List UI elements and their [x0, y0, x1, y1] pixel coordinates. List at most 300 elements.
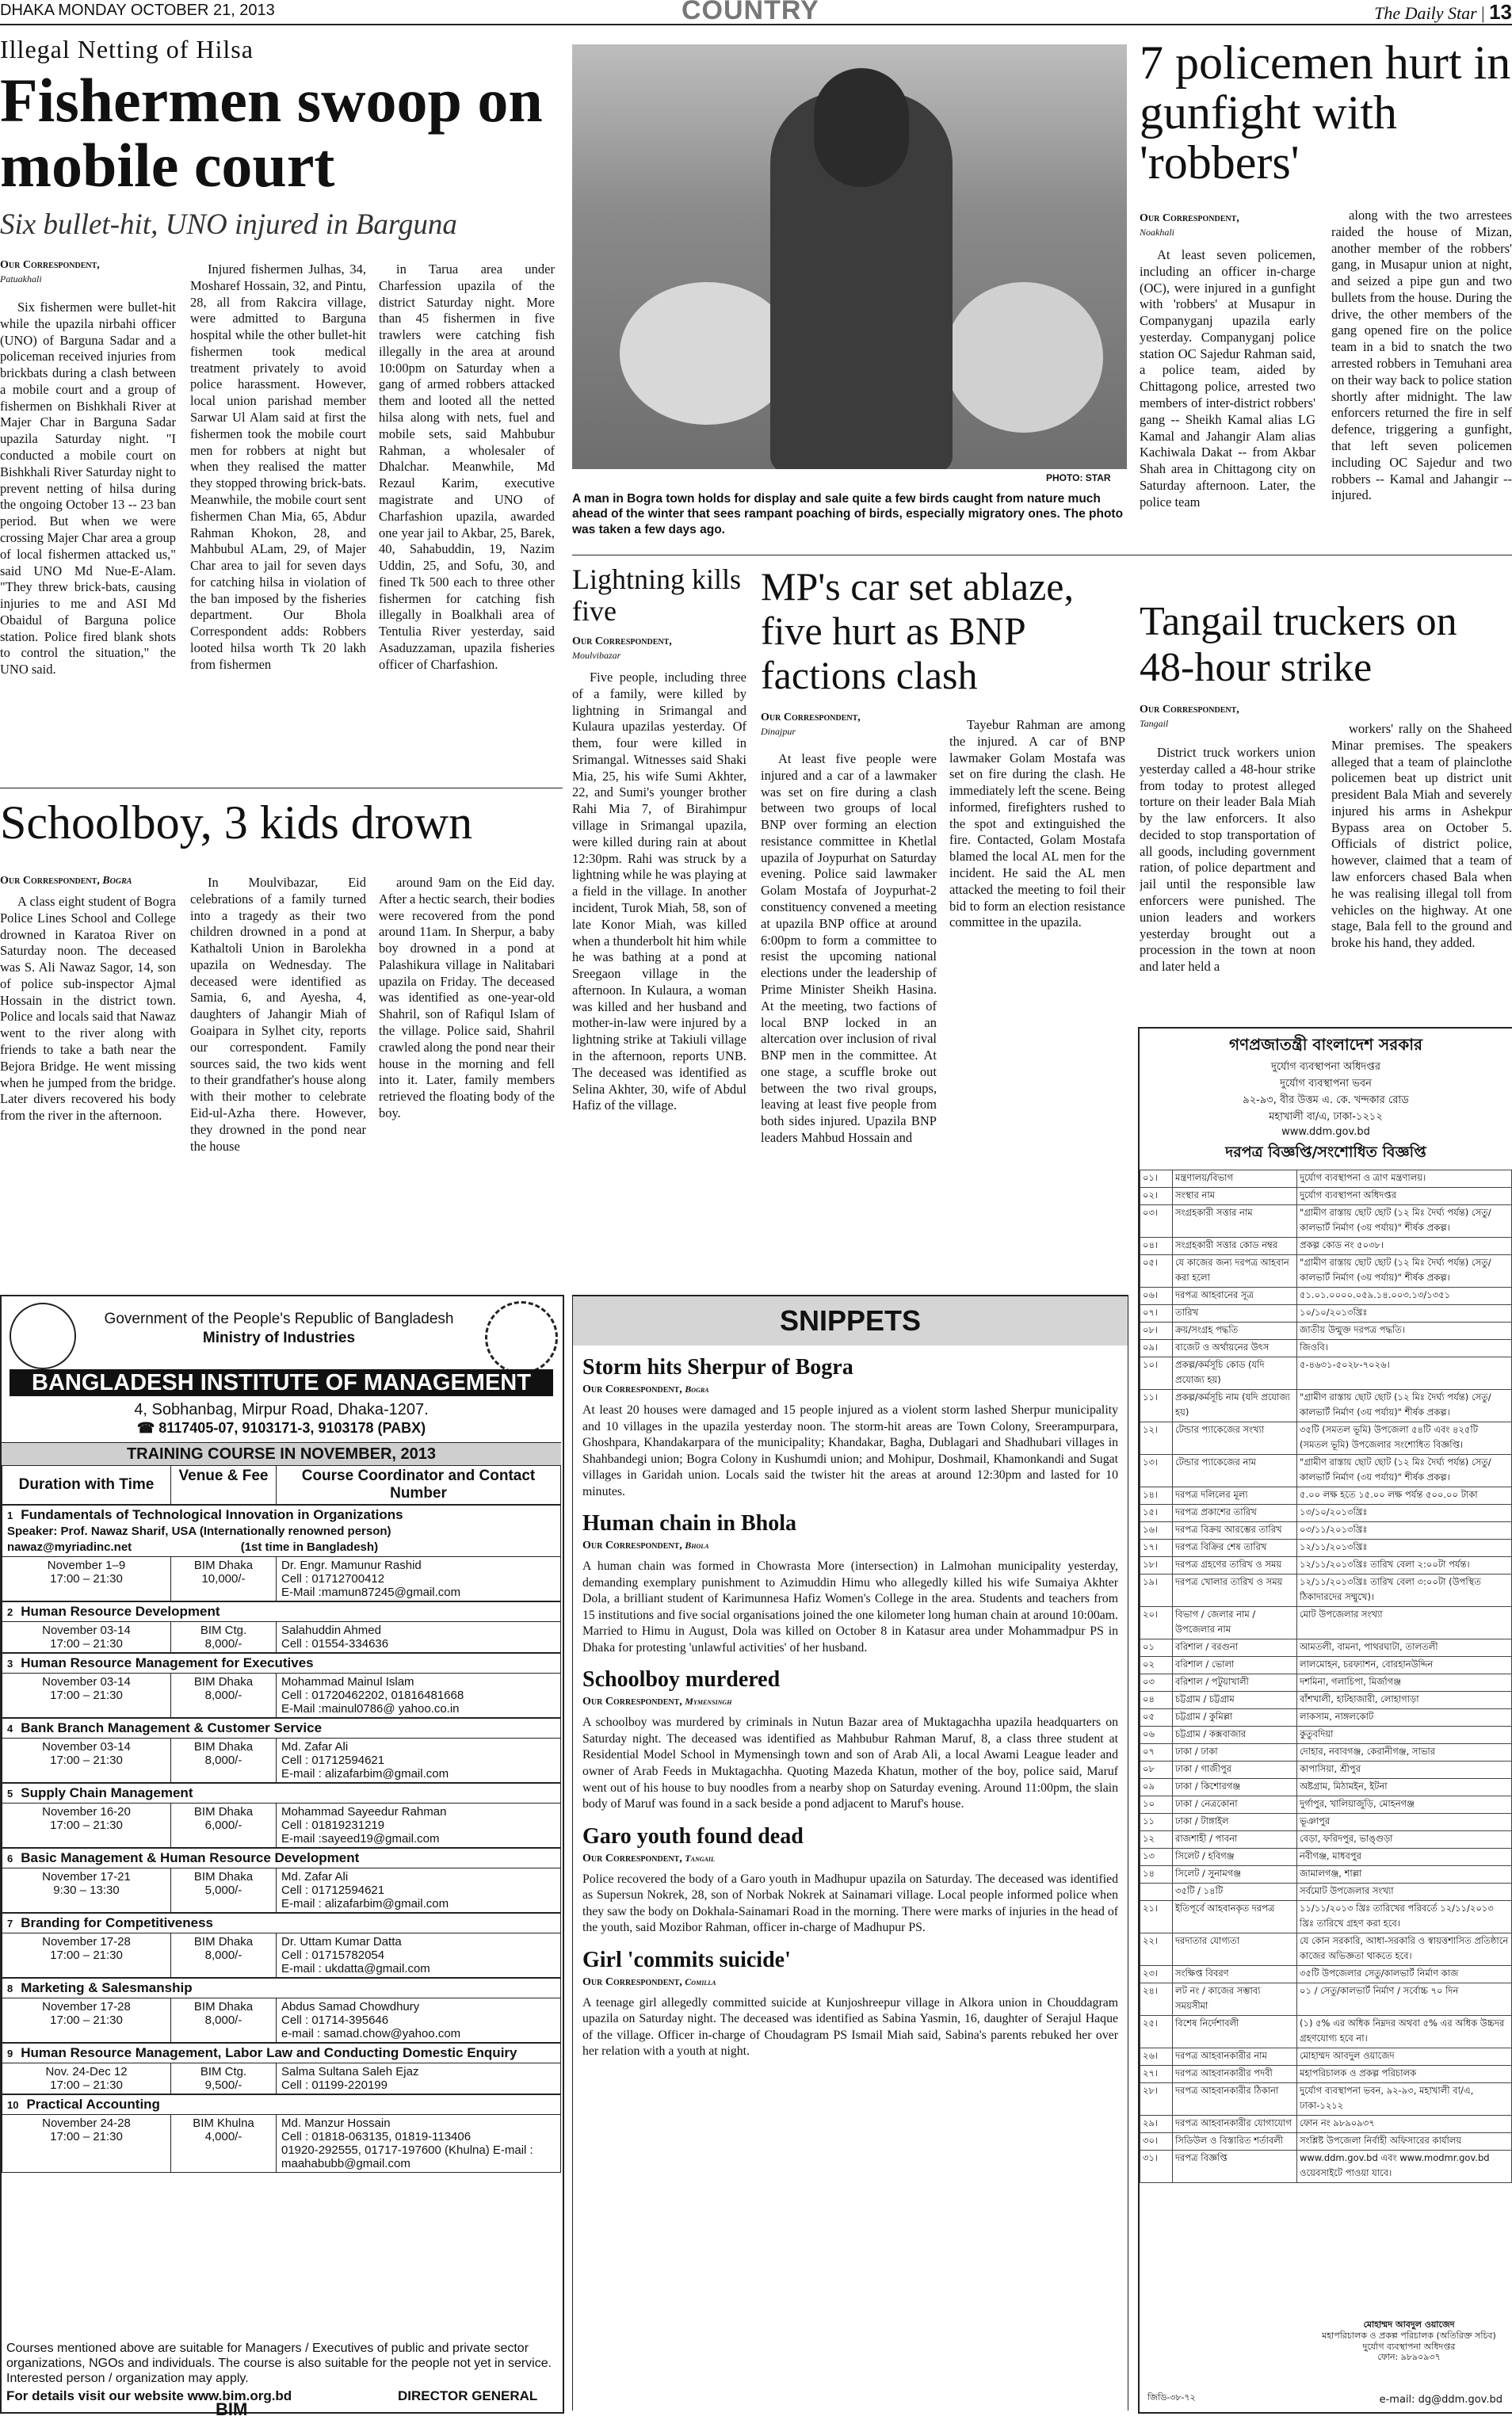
bim-address: 4, Sobhanbag, Mirpur Road, Dhaka-1207.: [134, 1401, 429, 1418]
course-date: November 03-14: [42, 1624, 131, 1637]
tangail-col-1: District truck workers union yesterday called a 48-hour strike from today to protest alleged torture on their leader Bala Miah by the law enforcers. It also decided to stop transportation of all goods, including government ration, of police department and jail until the responsible law enforcers were punished. The union leaders and workers yesterday brought out a procession in the town at noon and later held a: [1140, 745, 1315, 975]
course-time: 17:00 – 21:30: [50, 1689, 123, 1702]
man-head: [814, 68, 909, 187]
tender-row-value: জিওবি।: [1297, 1340, 1512, 1357]
tender-row-value: জামালগঞ্জ, শাল্লা: [1297, 1866, 1512, 1884]
tender-row-value: ভূঞাপুর: [1297, 1814, 1512, 1831]
course-title: Human Resource Management for Executives: [21, 1655, 314, 1670]
course-date: November 03-14: [42, 1675, 131, 1689]
bim-course: [2, 1653, 561, 1718]
tender-row-value: মোট উপজেলার সংখ্যা: [1297, 1607, 1512, 1639]
course-speaker: Speaker: Prof. Nawaz Sharif, USA (Internationally renowned person): [7, 1525, 391, 1538]
bim-course: [2, 1783, 561, 1848]
course-venue: BIM Dhaka: [193, 1935, 254, 1949]
bim-course-table: [2, 1465, 561, 1505]
tender-row-label: টেন্ডার প্যাকেজের সংখ্যা: [1173, 1422, 1297, 1455]
snippet-item: [582, 1511, 1118, 1656]
snippet-byline: Our Correspondent, Bogra: [582, 1384, 709, 1395]
course-fee: 6,000/-: [204, 1819, 242, 1832]
tender-row: [1140, 2048, 1512, 2066]
tender-row-value: লাকসাম, নাঙ্গলকোট: [1297, 1709, 1512, 1727]
coordinator-email[interactable]: E-mail : alizafarbim@gmail.com: [281, 1897, 449, 1910]
tender-row: [1140, 1639, 1512, 1657]
coordinator-name: Dr. Uttam Kumar Datta: [281, 1935, 402, 1949]
bim-banner: TRAINING COURSE IN NOVEMBER, 2013: [2, 1442, 561, 1466]
tender-row-num: ১৮।: [1140, 1557, 1173, 1575]
tender-row: [1140, 1607, 1512, 1639]
tender-row-label: সিলেট / হবিগঞ্জ: [1173, 1849, 1297, 1866]
hilsa-col-3: in Tarua area under Charfession upazila of the district Saturday night. More than 45 fishermen in five trawlers were catching fish illegally in the area at around 10:00pm on Saturday when a gang of armed robbers attacked them and looted all the netted hilsa along with nets, fuel and mobile sets, said Mahbubur Rahman, a wholesaler of Dhalchar. Meanwhile, Md Rezaul Karim, executive magistrate and UNO of Charfashion upazila, awarded one year jail to Akbar, 25, Barek, 40, Sahabuddin, 19, Nazim Uddin, 25, and Sofu, 30, and fined Tk 500 each to three other fishermen for catching fish illegally in Boalkhali area of Tentulia River yesterday, said Asaduzzaman, upazila fisheries officer of Charfashion.: [379, 261, 555, 672]
course-venue: BIM Dhaka: [193, 1870, 254, 1884]
tender-row: [1140, 2016, 1512, 2048]
snippet-body: At least 20 houses were damaged and 15 people injured as a violent storm lashed Sherpur municipality and 10 villages in the upazila yesterday noon. The storm-hit areas are Town Colony, Sreerampurpara, Ghoshpara, Khandakarpara of the municipality; Khandakar, Bagha, Dublagari and Shadhubari villages in Shahbandegi union; Bogra Colony in Kushumdi union; and Mohipur, Doshmail, Khamonkandi and Sugat villages in Garidah union. Locals said the twister hit the areas at around 12:30pm and lasted for 10 minutes.: [582, 1403, 1118, 1498]
snippet-place: Comilla: [685, 1975, 716, 1987]
snippet-place: Mymensingh: [685, 1696, 732, 1708]
course-time: 17:00 – 21:30: [50, 1949, 123, 1962]
tender-row: [1140, 1323, 1512, 1340]
schoolboy-col-2: In Moulvibazar, Eid celebrations of a family turned into a tragedy as their two children drowned in a pond at Kathaltoli Union in Barolekha upazila on Wednesday. The deceased were identified as Samia, 6, and Ayesha, 4, daughters of Jahangir Miah of Goaipara in Sylhet city, reports our correspondent. Family sources said, the two kids went to their grandfather's house along with their mother to celebrate Eid-ul-Azha there. However, they drowned in the pond near the house: [190, 875, 366, 1154]
coordinator-name: Mohammad Mainul Islam: [281, 1675, 414, 1689]
bim-note: Courses mentioned above are suitable for Managers / Executives of public and private sector organizations, NGOs and individuals. The course is also suitable for the people not yet in service. Interested person / organization may apply.: [6, 2342, 552, 2386]
gov-signer-office: দুর্যোগ ব্যবস্থাপনা অধিদপ্তর: [1362, 2341, 1456, 2352]
tender-row-num: ৩০।: [1140, 2133, 1173, 2151]
gov-line-3: ৯২-৯৩, বীর উত্তম এ. কে. খন্দকার রোড: [1243, 1094, 1409, 1106]
course-date: November 24-28: [42, 2117, 131, 2130]
course-number: 8: [7, 1983, 13, 1994]
tender-row: [1140, 1170, 1512, 1188]
gov-title: গণপ্রজাতন্ত্রী বাংলাদেশ সরকার: [1229, 1035, 1422, 1054]
tender-row-num: ১০।: [1140, 1357, 1173, 1390]
bim-col-coordinator: Course Coordinator and Contact Number: [277, 1466, 561, 1505]
snippet-headline[interactable]: Girl 'commits suicide': [582, 1947, 791, 1972]
course-fee: 4,000/-: [204, 2130, 242, 2143]
coordinator-cell: Cell : 01199-220199: [281, 2078, 388, 2092]
tender-row-label: দরদাতার যোগ্যতা: [1173, 1933, 1297, 1966]
police-col-2: along with the two arrestees raided the house of Mizan, another member of the robbers' gang, in Musapur union at night, and seized a pipe gun and two bullets from the house. During the drive, the other members of the gang opened fire on the police team in a bid to snatch the two arrested robbers in Temuhani area on their way back to police station shortly after midnight. The law enforcers returned the fire in self defence, triggering a gunfight, that left seven policemen including OC Sajedur and two robbers -- Kamal and Jahangir -- injured.: [1331, 208, 1512, 503]
tender-row-value: ১২/১১/২০১৩খ্রিঃ তারিখ বেলা ৩:০০টা (উপস্থিত ঠিকাদারদের সম্মুখে)।: [1297, 1575, 1512, 1607]
tender-row-num: ২১।: [1140, 1901, 1173, 1933]
tender-row: [1140, 1540, 1512, 1557]
tender-row-num: ০৪।: [1140, 1238, 1173, 1255]
snippet-body: A schoolboy was murdered by criminals in Nutun Bazar area of Muktagachha upazila headquarters on Saturday night. The deceased was identified as Mahbubur Rahman Maruf, 8, a class three student at Residential Model School in Mymensingh town and son of Arab Ali, a local Awami League leader and owner of Arab Feeds in Muktagachha. Quoting Mazeda Khatun, mother of the boy, police said, Maruf went out of his house to buy noodles from a nearby shop on Saturday evening. Around 11:00pm, the slain body of Maruf was found in a sack beside a pond adjacent to Maruf's house.: [582, 1716, 1118, 1811]
tangail-col-2: workers' rally on the Shaheed Minar premises. The speakers alleged that a team of plainclothe policemen beat up district unit president Bala Miah and severely injured his arms in Ashekpur Bypass area on October 5. Officials of district police, however, claimed that a team of law enforcers chased Bala when he was realising illegal toll from vehicles on the highway. At one stage, Bala fell to the ground and broke his hand, they added.: [1331, 721, 1512, 951]
coordinator-email[interactable]: E-mail : ukdatta@gmail.com: [281, 1962, 430, 1975]
coordinator-cell: Cell : 01712594621: [281, 1754, 385, 1767]
tender-row-value: ১৩/১০/২০১৩খ্রিঃ: [1297, 1505, 1512, 1522]
tender-row: [1140, 1522, 1512, 1540]
tender-row-value: জাতীয় উন্মুক্ত দরপত্র পদ্ধতি।: [1297, 1323, 1512, 1340]
course-venue: BIM Ctg.: [200, 2065, 247, 2078]
course-fee: 9,500/-: [204, 2078, 242, 2092]
tender-row-value: দুর্গাপুর, খালিয়াজুড়ি, মোহনগঞ্জ: [1297, 1796, 1512, 1814]
tender-row-value: দুর্যোগ ব্যবস্থাপনা ও ত্রাণ মন্ত্রণালয়।: [1297, 1170, 1512, 1188]
tender-row-value: ৩৫টি উপজেলার সেতু/কালভার্ট নির্মাণ কাজ: [1297, 1966, 1512, 1983]
tender-row-value: বেড়া, ফরিদপুর, ভাঙ্গুড়া: [1297, 1831, 1512, 1849]
tender-row: [1140, 1505, 1512, 1522]
lightning-headline[interactable]: Lightning kills five: [572, 563, 742, 627]
course-fee: 8,000/-: [204, 1637, 242, 1651]
tender-row-label: বরিশাল / পটুয়াখালী: [1173, 1674, 1297, 1692]
tender-row-value: ১২/১১/২০১৩খ্রিঃ: [1297, 1540, 1512, 1557]
tender-row: [1140, 2151, 1512, 2183]
course-title: Human Resource Management, Labor Law and Conducting Domestic Enquiry: [21, 2045, 517, 2060]
tender-row-num: ০২: [1140, 1657, 1173, 1674]
tender-row-value: নবীগঞ্জ, মাধবপুর: [1297, 1849, 1512, 1866]
gov-heading: দরপত্র বিজ্ঞপ্তি/সংশোধিত বিজ্ঞপ্তি: [1225, 1143, 1426, 1161]
coordinator-cell: Cell : 01554-334636: [281, 1637, 389, 1651]
tender-row-label: দরপত্র আহবানের সূত্র: [1173, 1288, 1297, 1305]
tender-row-label: যে কাজের জন্য দরপত্র আহবান করা হলো: [1173, 1255, 1297, 1288]
tender-row-num: ০৮।: [1140, 1323, 1173, 1340]
hilsa-byline: Our Correspondent,: [0, 259, 100, 271]
lightning-place: Moulvibazar: [572, 650, 621, 661]
snippet-body: A teenage girl allegedly committed suicide at Kunjoshreepur village in Alkora union in Chouddagram upazila on Saturday night. The deceased was identified as Sabina Yasmin, 16, daughter of Serajul Haque of the village. Officer in-charge of Choudagram PS Ismail Miah said, Sabina's parents rebuked her over her relation with a youth at night.: [582, 1995, 1118, 2059]
tender-row-label: দরপত্র আহবানকারীর ঠিকানা: [1173, 2083, 1297, 2116]
hilsa-kicker: Illegal Netting of Hilsa: [0, 35, 254, 63]
gov-line-4: মহাখালী বা/এ, ঢাকা-১২১২: [1269, 1111, 1383, 1123]
tender-row-num: ০৩।: [1140, 1205, 1173, 1238]
tender-row: [1140, 1831, 1512, 1849]
tender-row-label: রাজশাহী / পাবনা: [1173, 1831, 1297, 1849]
tender-row: [1140, 1390, 1512, 1422]
tender-row: [1140, 1966, 1512, 1983]
mp-place: Dinajpur: [761, 726, 796, 737]
bim-advertisement: [0, 1295, 564, 2419]
hilsa-col-1: Six fishermen were bullet-hit while the upazila nirbahi officer (UNO) of Barguna Sadar and a policeman received injuries from brickbats during a clash between a mobile court and a group of fishermen on Bishkhali River at Majer Char in Barguna Sadar upazila Saturday night. "I conducted a mobile court on Bishkhali River Saturday night to prevent netting of hilsa during the ongoing October 13 -- 23 ban period. But when we were crossing Majer Char area a group of local fishermen attacked us," said UNO Md Nue-E-Alam. "They threw brick-bats, causing injuries to me and ASI Md Obaidul of Barguna police station. Police fired blank shots to control the situation," the UNO said.: [0, 300, 176, 678]
tender-row: [1140, 1796, 1512, 1814]
course-time: 17:00 – 21:30: [50, 2130, 123, 2143]
tender-row: [1140, 2116, 1512, 2133]
tender-row: [1140, 1814, 1512, 1831]
course-fee: 8,000/-: [204, 1689, 242, 1702]
course-number: 4: [7, 1723, 13, 1735]
tender-row-num: ৩১।: [1140, 2151, 1173, 2183]
snippet-body: A human chain was formed in Chowrasta More (intersection) in Lalmohan municipality yesterday, demanding exemplary punishment to Azimuddin Himu who allegedly killed his wife Sumaiya Akhter Dola, a brilliant student of Karimunnesa Hafiz Women's College in the area. Students and teachers from 15 institutions and five social organisations joined the one kilometer long human chain at around 10:00am. Married to Himu in August, Dola was killed on October 8 in Katasur area under Mohammadpur PS in Dhaka for protesting 'unlawful activities' of her husband.: [582, 1559, 1118, 1655]
tender-row-label: ক্রয়/সংগ্রহ পদ্ধতি: [1173, 1323, 1297, 1340]
tender-row-value: ০১ / সেতু/কালভার্ট নির্মাণ / সর্বোচ্চ ৭০ দিন: [1297, 1983, 1512, 2016]
birds-right: [945, 282, 1103, 433]
course-fee: 5,000/-: [204, 1884, 242, 1897]
tender-row-label: ঢাকা / ঢাকা: [1173, 1744, 1297, 1762]
coordinator-name: Salma Sultana Saleh Ejaz: [281, 2065, 419, 2078]
tender-row: [1140, 2133, 1512, 2151]
snippet-headline[interactable]: Storm hits Sherpur of Bogra: [582, 1355, 853, 1380]
course-date: November 16-20: [42, 1805, 131, 1819]
bim-course-list: [2, 1505, 561, 2173]
bim-visit[interactable]: For details visit our website www.bim.org.bd: [6, 2388, 292, 2403]
tender-row-label: তারিখ: [1173, 1305, 1297, 1323]
tender-row-num: [1140, 1884, 1173, 1901]
tender-row-label: ঢাকা / গাজীপুর: [1173, 1762, 1297, 1779]
bim-director: DIRECTOR GENERAL: [398, 2388, 538, 2403]
snippet-byline: Our Correspondent, Comilla: [582, 1975, 716, 1988]
tender-row-value: "গ্রামীণ রাস্তায় ছোট ছোট (১২ মিঃ দৈর্ঘ্য পর্যন্ত) সেতু/কালভার্ট নির্মাণ (৩য় পর্যায়)" শীর্ষক প্রকল্প।: [1297, 1455, 1512, 1487]
tender-row: [1140, 1357, 1512, 1390]
tender-row-label: দরপত্র আহবানকারীর পদবী: [1173, 2066, 1297, 2083]
snippet-item: [582, 1355, 1118, 1500]
course-number: 6: [7, 1853, 13, 1865]
bim-course: [2, 1505, 561, 1601]
tangail-headline[interactable]: Tangail truckers on 48-hour strike: [1140, 599, 1457, 691]
tender-row-num: ২৩।: [1140, 1966, 1173, 1983]
tender-row: [1140, 1849, 1512, 1866]
course-fee: 8,000/-: [204, 1949, 242, 1962]
snippet-headline[interactable]: Human chain in Bhola: [582, 1511, 796, 1536]
tender-row-num: ২৭।: [1140, 2066, 1173, 2083]
tender-row-num: ১৪: [1140, 1866, 1173, 1884]
tender-row-label: সংগ্রহকারী সত্তার নাম: [1173, 1205, 1297, 1238]
tender-row-num: ০২।: [1140, 1188, 1173, 1205]
tender-row-label: লট নং / কাজের সম্ভাব্য সময়সীমা: [1173, 1983, 1297, 2016]
course-fee: 10,000/-: [201, 1572, 246, 1586]
paper-name: The Daily Star: [1374, 3, 1477, 23]
tender-row: [1140, 1288, 1512, 1305]
tender-row-num: ১৪।: [1140, 1487, 1173, 1505]
coordinator-cell: Cell : 01819231219: [281, 1819, 385, 1832]
tender-row-value: দশমিনা, গলাচিপা, মির্জাগঞ্জ: [1297, 1674, 1512, 1692]
bim-course: [2, 2043, 561, 2094]
gov-signer: মোহাম্মদ আবদুল ওয়াজেদ: [1363, 2319, 1455, 2330]
course-number: 10: [7, 2099, 19, 2111]
tender-row-label: বিশেষ নির্দেশাবলী: [1173, 2016, 1297, 2048]
snippets-panel: [572, 1295, 1128, 2410]
tender-row-value: ৫১.০১.০০০০.০৫৯.১৪.০০৩.১৩/১৩৫১: [1297, 1288, 1512, 1305]
tender-row-num: ১২।: [1140, 1422, 1173, 1455]
tender-row-num: ২৪।: [1140, 1983, 1173, 2016]
coordinator-cell: Cell : 01712700412: [281, 1572, 385, 1586]
course-title: Practical Accounting: [26, 2097, 160, 2112]
snippets-title: SNIPPETS: [779, 1304, 922, 1337]
tender-row-value: কাপাসিয়া, শ্রীপুর: [1297, 1762, 1512, 1779]
coordinator-cell: Cell : 01720462202, 01816481668: [281, 1689, 464, 1702]
gov-line-2: দুর্যোগ ব্যবস্থাপনা ভবন: [1280, 1078, 1372, 1090]
tender-row-num: ১১: [1140, 1814, 1173, 1831]
tangail-place: Tangail: [1140, 718, 1169, 729]
course-number: 7: [7, 1918, 13, 1930]
coordinator-email[interactable]: 01920-292555, 01717-197600 (Khulna) E-mail : maahabubb@gmail.com: [281, 2143, 533, 2170]
tender-row-value: প্রকল্প কোড নং ৫০৩৮।: [1297, 1238, 1512, 1255]
tender-row-label: প্রকল্প/কর্মসূচি কোড (যদি প্রযোজ্য হয়): [1173, 1357, 1297, 1390]
tender-row-num: ২০।: [1140, 1607, 1173, 1639]
tender-row-value: সর্বমোট উপজেলার সংখ্যা: [1297, 1884, 1512, 1901]
police-headline[interactable]: 7 policemen hurt in gunfight with 'robbers': [1140, 36, 1511, 189]
tender-row: [1140, 1901, 1512, 1933]
snippet-headline[interactable]: Schoolboy murdered: [582, 1667, 781, 1693]
bim-col-duration: Duration with Time: [2, 1466, 171, 1505]
page-header: [0, 0, 1512, 25]
tender-row-num: ১৩: [1140, 1849, 1173, 1866]
snippet-headline[interactable]: Garo youth found dead: [582, 1823, 804, 1849]
course-number: 9: [7, 2048, 13, 2059]
course-date: Nov. 24-Dec 12: [45, 2065, 128, 2078]
tender-row: [1140, 1727, 1512, 1744]
coordinator-cell: Cell : 01712594621: [281, 1884, 385, 1897]
tender-row: [1140, 1255, 1512, 1288]
tender-row: [1140, 1188, 1512, 1205]
tender-row-num: ১০: [1140, 1796, 1173, 1814]
tender-row-value: যে কোন সরকারি, আধা-সরকারি ও স্বায়ত্তশাসিত প্রতিষ্ঠানে কাজের অভিজ্ঞতা থাকতে হবে।: [1297, 1933, 1512, 1966]
tender-row-num: ০৪: [1140, 1692, 1173, 1709]
bim-logo: BIM: [216, 2399, 248, 2419]
tender-row-num: ০৭।: [1140, 1305, 1173, 1323]
tender-row-num: ১৩।: [1140, 1455, 1173, 1487]
coordinator-name: Md. Zafar Ali: [281, 1870, 349, 1884]
bim-course: [2, 1718, 561, 1783]
tangail-byline: Our Correspondent,: [1140, 704, 1239, 716]
tender-row-label: দরপত্র বিজ্ঞপ্তি: [1173, 2151, 1297, 2183]
tender-row-num: ২৫।: [1140, 2016, 1173, 2048]
course-title: Marketing & Salesmanship: [21, 1980, 193, 1995]
course-time: 17:00 – 21:30: [50, 2013, 123, 2027]
gov-ref: জিডি-৩৮-৭২: [1147, 2392, 1196, 2403]
course-time: 9:30 – 13:30: [53, 1884, 120, 1897]
course-venue: BIM Dhaka: [193, 1675, 254, 1689]
course-venue: BIM Khulna: [193, 2117, 254, 2130]
course-venue: BIM Dhaka: [193, 1740, 254, 1754]
tender-row-num: ০১।: [1140, 1170, 1173, 1188]
tender-row: [1140, 1557, 1512, 1575]
coordinator-name: Salahuddin Ahmed: [281, 1624, 381, 1637]
course-time: 17:00 – 21:30: [50, 1754, 123, 1767]
tender-row-label: দরপত্র বিক্রয় আরম্ভের তারিখ: [1173, 1522, 1297, 1540]
ministry-gear-icon: [485, 1301, 558, 1374]
police-byline: Our Correspondent,: [1140, 212, 1239, 224]
tender-row-label: চট্টগ্রাম / চট্টগ্রাম: [1173, 1692, 1297, 1709]
tender-row: [1140, 1779, 1512, 1796]
mp-byline: Our Correspondent,: [761, 712, 861, 723]
hilsa-place: Patuakhali: [0, 273, 42, 284]
tender-row-value: অষ্টগ্রাম, মিঠামইন, ইটনা: [1297, 1779, 1512, 1796]
coordinator-cell: Cell : 01818-063135, 01819-113406: [281, 2130, 472, 2143]
tender-row-num: ০৯: [1140, 1779, 1173, 1796]
tender-row: [1140, 1983, 1512, 2016]
coordinator-email[interactable]: e-mail : samad.chow@yahoo.com: [281, 2027, 461, 2040]
tender-row-label: টেন্ডার প্যাকেজের নাম: [1173, 1455, 1297, 1487]
tender-row: [1140, 1884, 1512, 1901]
tender-row: [1140, 1657, 1512, 1674]
tender-row-value: লালমোহন, চরফ্যাশন, বোরহানউদ্দিন: [1297, 1657, 1512, 1674]
photo-credit: PHOTO: STAR: [1046, 472, 1111, 483]
coordinator-name: Abdus Samad Chowdhury: [281, 2000, 420, 2013]
coordinator-name: Mohammad Sayeedur Rahman: [281, 1805, 447, 1819]
tender-row-num: ০৫।: [1140, 1255, 1173, 1288]
gov-email[interactable]: e-mail: dg@ddm.gov.bd: [1379, 2394, 1502, 2406]
tender-row: [1140, 1709, 1512, 1727]
bim-course: [2, 1913, 561, 1978]
tender-row-value: দোহার, নবাবগঞ্জ, কেরানীগঞ্জ, সাভার: [1297, 1744, 1512, 1762]
course-time: 17:00 – 21:30: [50, 1572, 123, 1586]
tender-row-num: ০৮: [1140, 1762, 1173, 1779]
gov-tender-table: [1140, 1170, 1512, 2183]
tender-row: [1140, 1205, 1512, 1238]
course-title: Fundamentals of Technological Innovation in Organizations: [21, 1507, 403, 1522]
tender-row-label: বাজেট ও অর্থায়নের উৎস: [1173, 1340, 1297, 1357]
bird-seller-photo: [572, 44, 1127, 469]
mp-col-1: At least five people were injured and a car of a lawmaker was set on fire during a clash between two groups of local BNP over forming an election resistance committee in Khetlal upazila of Joypurhat on Saturday evening. Police said lawmaker Golam Mostafa of Joypurhat-2 constituency convened a meeting at upazila BNP office at around 6:00pm to form a committee to resist the upcoming national elections under the leadership of Prime Minister Sheikh Hasina. At the meeting, two factions of local BNP locked in an altercation over inclusion of rival BNP men in the committee. At one stage, a scuffle broke out between the two rival groups, leaving at least five people from both sides injured. Upazila BNP leaders Mahbud Hossain and: [761, 751, 937, 1145]
gov-signature: [1314, 2319, 1504, 2363]
course-title: Human Resource Development: [21, 1604, 220, 1619]
tender-row-value: (১) ৫% এর অধিক নিম্নদর অথবা ৫% এর অধিক উচ্চদর গ্রহণযোগ্য হবে না।: [1297, 2016, 1512, 2048]
mp-headline[interactable]: MP's car set ablaze, five hurt as BNP factions clash: [761, 564, 1074, 697]
tender-row-value: সংশ্লিষ্ট উপজেলা নির্বাহী অফিসারের কার্যালয়: [1297, 2133, 1512, 2151]
coordinator-email[interactable]: E-mail :sayeed19@gmail.com: [281, 1832, 440, 1846]
tender-row-value: ৩৫টি (সমতল ভূমি) উপজেলা ৫৪টি এবং ৪২৫টি (সমতল ভূমি) উপজেলার সংশোধিত বিজ্ঞপ্তি।: [1297, 1422, 1512, 1455]
tender-row-label: দরপত্র প্রকাশের তারিখ: [1173, 1505, 1297, 1522]
tender-row-value: মোহাম্মদ আবদুল ওয়াজেদ: [1297, 2048, 1512, 2066]
tender-row-value: "গ্রামীণ রাস্তায় ছোট ছোট (১২ মিঃ দৈর্ঘ্য পর্যন্ত) সেতু/কালভার্ট নির্মাণ (৩য় পর্যায়)" শীর্ষক প্রকল্প।: [1297, 1205, 1512, 1238]
course-title: Bank Branch Management & Customer Service: [21, 1720, 323, 1735]
tender-row-num: ০৭: [1140, 1744, 1173, 1762]
tender-row: [1140, 2083, 1512, 2116]
coordinator-cell: Cell : 01715782054: [281, 1949, 385, 1962]
bim-course: [2, 2094, 561, 2173]
tender-row-num: ১২: [1140, 1831, 1173, 1849]
coordinator-email[interactable]: E-mail : alizafarbim@gmail.com: [281, 1767, 449, 1781]
coordinator-email[interactable]: E-Mail :mamun87245@gmail.com: [281, 1586, 461, 1599]
course-number: 3: [7, 1658, 13, 1670]
snippet-byline: Our Correspondent, Mymensingh: [582, 1696, 732, 1708]
tender-row: [1140, 1692, 1512, 1709]
police-col-1: At least seven policemen, including an officer in-charge (OC), were injured in a gunfight with 'robbers' at Musapur in Companyganj upazila early yesterday. Companyganj police station OC Sajedur Rahman said, a police team, aided by Chittagong police, arrested two members of inter-district robbers' gang -- Sheikh Kamal alias LG Kamal and Jahangir Alam alias Kachiwala Dakat -- from Akbar Shah area in Chittagong city on Saturday afternoon. Later, the police team: [1140, 247, 1315, 510]
tender-row-value: www.ddm.gov.bd এবং www.modmr.gov.bd ওয়েবসাইটে পাওয়া যাবে।: [1297, 2151, 1512, 2183]
snippet-byline: Our Correspondent, Tangail: [582, 1852, 715, 1865]
course-venue: BIM Dhaka: [193, 1559, 254, 1572]
gov-website[interactable]: www.ddm.gov.bd: [1281, 1126, 1370, 1138]
tender-row: [1140, 1305, 1512, 1323]
tender-row: [1140, 1575, 1512, 1607]
tender-row-value: "গ্রামীণ রাস্তায় ছোট ছোট (১২ মিঃ দৈর্ঘ্য পর্যন্ত) সেতু/কালভার্ট নির্মাণ (৩য় পর্যায়)" শীর্ষক প্রকল্প।: [1297, 1390, 1512, 1422]
tender-row-label: বিভাগ / জেলার নাম / উপজেলার নাম: [1173, 1607, 1297, 1639]
tender-row-value: ১০/১০/২০১৩খ্রিঃ: [1297, 1305, 1512, 1323]
section-name: COUNTRY: [682, 0, 819, 25]
tender-row: [1140, 1866, 1512, 1884]
snippet-place: Bogra: [685, 1384, 709, 1395]
course-number: 1: [7, 1510, 13, 1521]
tender-row-label: মন্ত্রণালয়/বিভাগ: [1173, 1170, 1297, 1188]
tender-row-value: "গ্রামীণ রাস্তায় ছোট ছোট (১২ মিঃ দৈর্ঘ্য পর্যন্ত) সেতু/কালভার্ট নির্মাণ (৩য় পর্যায়)" শীর্ষক প্রকল্প।: [1297, 1255, 1512, 1288]
tender-row-label: দরপত্র গ্রহণের তারিখ ও সময়: [1173, 1557, 1297, 1575]
tender-row-num: ২৯।: [1140, 2116, 1173, 2133]
tender-row: [1140, 2066, 1512, 2083]
tender-row: [1140, 1238, 1512, 1255]
schoolboy-col-3: around 9am on the Eid day. After a hectic search, their bodies were recovered from the pond around 11am. In Sherpur, a baby boy drowned in a pond at Palashikura village in Nalitabari upazila on Friday. The deceased was identified as one-year-old Shahril, son of Rafiqul Islam of the village. Police said, Shahril crawled along the pond near their house in the morning and fell into it. Later, family members retrieved the floating body of the boy.: [379, 875, 555, 1120]
course-number: 2: [7, 1606, 13, 1618]
coordinator-name: Md. Zafar Ali: [281, 1740, 349, 1754]
coordinator-email[interactable]: E-Mail :mainul0786@ yahoo.co.in: [281, 1702, 460, 1716]
tender-row: [1140, 1422, 1512, 1455]
tender-row-num: ০৬: [1140, 1727, 1173, 1744]
hilsa-headline[interactable]: Fishermen swoop on mobile court: [0, 66, 543, 200]
coordinator-name: Md. Manzur Hossain: [281, 2117, 391, 2130]
tender-row-label: ঢাকা / কিশোরগঞ্জ: [1173, 1779, 1297, 1796]
tender-row-value: ১১/১১/২০১৩ খ্রিঃ তারিখের পরিবর্তে ১২/১১/২০১৩ খ্রিঃ তারিখে গ্রহণ করা হবে।: [1297, 1901, 1512, 1933]
hilsa-col-2: Injured fishermen Julhas, 34, Mosharef Hossain, 32, and Pintu, 28, all from Rakcira village, were admitted to Barguna hospital while the other bullet-hit fishermen took medical treatment privately to avoid police harassment. However, local union parishad member Sarwar Ul Alam said at first the fishermen took the mobile court men for robbers at night but when they realised the matter they stopped throwing brick-bats. Meanwhile, the mobile court sent fishermen Chan Mia, 65, Abdur Rahman Khokon, 28, and Mahbubul ALam, 29, of Majer Char area to jail for seven days for catching hilsa in violation of the ban imposed by the fisheries department. Our Bhola Correspondent adds: Robbers looted hilsa worth Tk 20 lakh from fishermen: [190, 261, 366, 672]
schoolboy-headline[interactable]: Schoolboy, 3 kids drown: [0, 796, 473, 849]
coordinator-name: Dr. Engr. Mamunur Rashid: [281, 1559, 422, 1572]
tender-row-num: ১১।: [1140, 1390, 1173, 1422]
tender-row-value: ১২/১১/২০১৩খ্রিঃ তারিখ বেলা ২:০০টা পর্যন্ত।: [1297, 1557, 1512, 1575]
bim-course: [2, 1601, 561, 1653]
tender-row-num: ১৬।: [1140, 1522, 1173, 1540]
tender-row-label: সংস্থার নাম: [1173, 1188, 1297, 1205]
tender-row-label: চট্টগ্রাম / কক্সবাজার: [1173, 1727, 1297, 1744]
course-date: November 03-14: [42, 1740, 131, 1754]
course-date: November 17-28: [42, 1935, 131, 1949]
bim-col-venue: Venue & Fee: [171, 1466, 277, 1505]
snippet-list: [582, 1355, 1118, 2071]
course-date: November 17-28: [42, 2000, 131, 2013]
snippet-body: Police recovered the body of a Garo youth in Madhupur upazila on Saturday. The deceased was identified as Supersun Nokrek, 28, son of Norbak Nokrek at Sainamari village. Local people informed police when they saw the body on Dokhala-Sainamari Road in the morning. There were marks of injuries in the head of the youth, said Mozibor Rahman, officer in-charge of Madhupur PS.: [582, 1872, 1118, 1935]
